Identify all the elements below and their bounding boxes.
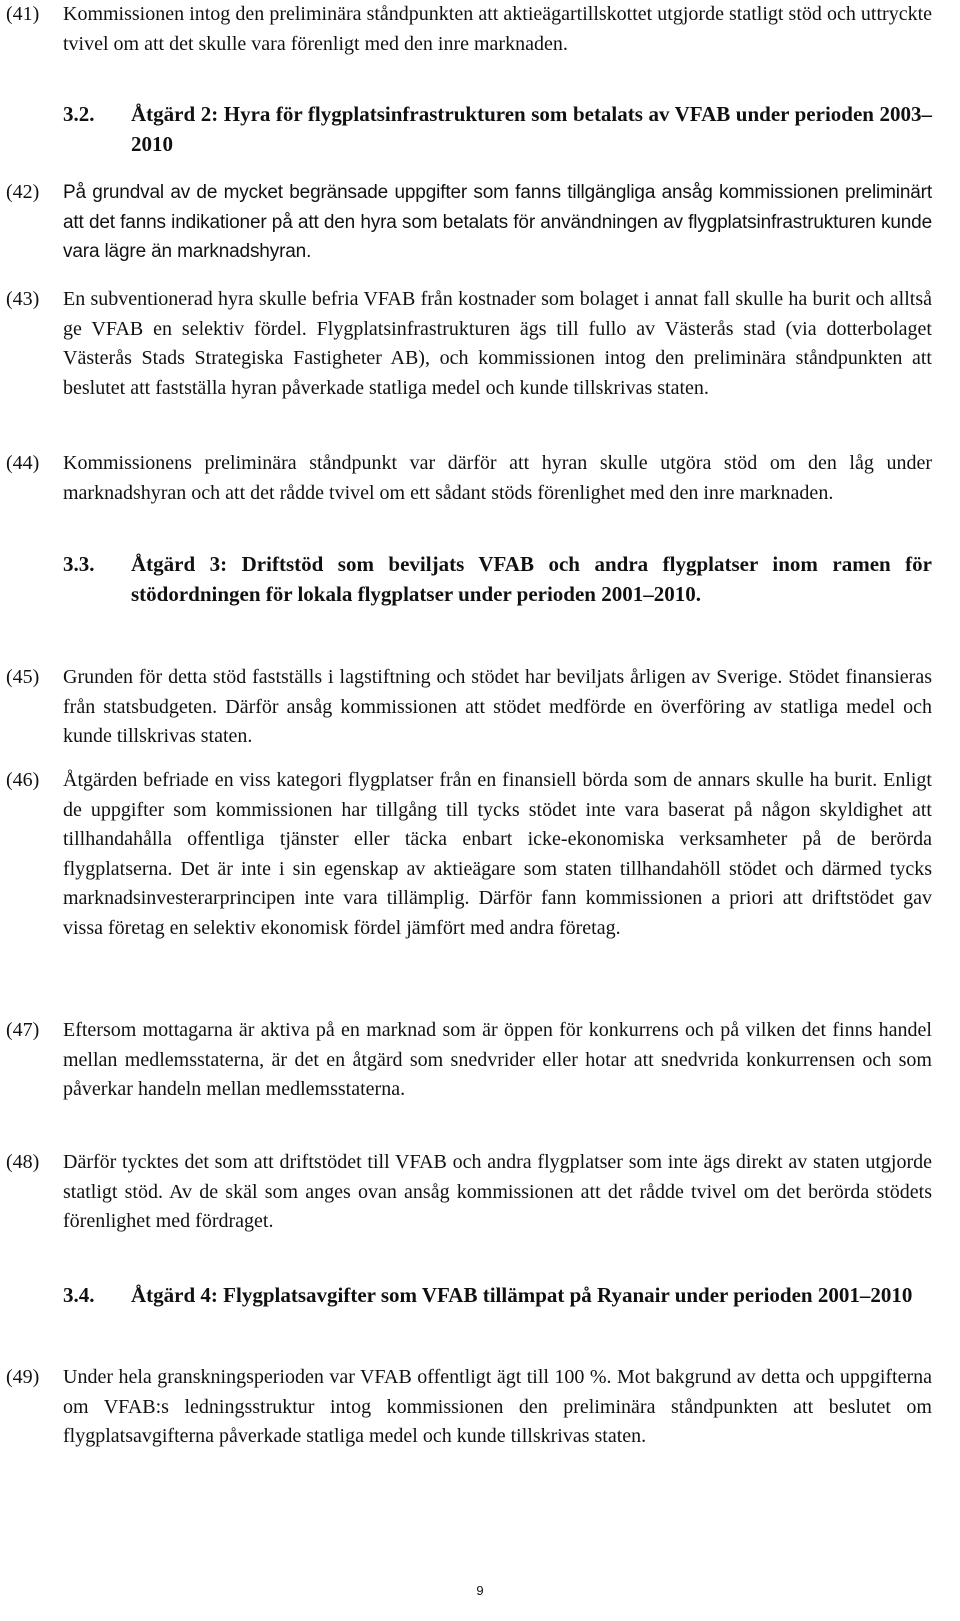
paragraph-43 (6, 285, 932, 403)
paragraph-46 (6, 766, 932, 943)
paragraph-text: Kommissionens preliminära ståndpunkt var därför att hyran skulle utgöra stöd om den låg under marknadshyran och att det rådde tvivel om ett sådant stöds förenlighet med den inre marknaden. (63, 452, 932, 504)
section-number: 3.2. (63, 102, 95, 126)
paragraph-42 (6, 178, 932, 267)
paragraph-44 (6, 449, 932, 508)
paragraph-number: (41) (6, 3, 40, 25)
paragraph-text: Kommissionen intog den preliminära ståndpunkten att aktieägartillskottet utgjorde statligt stöd och uttryckte tvivel om att det skulle vara förenligt med den inre marknaden. (63, 3, 932, 55)
paragraph-number: (42) (6, 181, 40, 203)
paragraph-text: Därför tycktes det som att driftstödet till VFAB och andra flygplatser som inte ägs direkt av staten utgjorde statligt stöd. Av de skäl som anges ovan ansåg kommissionen att det rådde tvivel om det berörda stödets förenlighet med fördraget. (63, 1151, 932, 1232)
paragraph-number: (43) (6, 288, 40, 310)
paragraph-text: På grundval av de mycket begränsade uppgifter som fanns tillgängliga ansåg kommissionen preliminärt att det fanns indikationer på att den hyra som betalats för användningen av flygplatsinfrastrukturen kunde vara lägre än marknadshyran. (63, 182, 932, 262)
section-number: 3.3. (63, 552, 95, 576)
paragraph-number: (47) (6, 1019, 40, 1041)
section-heading-3-2 (63, 99, 932, 159)
section-number: 3.4. (63, 1283, 95, 1307)
paragraph-47 (6, 1016, 932, 1105)
section-title: Åtgärd 2: Hyra för flygplatsinfrastrukturen som betalats av VFAB under perioden 2003–2010 (131, 102, 932, 156)
page-number: 9 (476, 1583, 484, 1598)
paragraph-number: (46) (6, 769, 40, 791)
section-title: Åtgärd 3: Driftstöd som beviljats VFAB och andra flygplatser inom ramen för stödordningen för lokala flygplatser under perioden 2001–2010. (131, 552, 932, 606)
paragraph-text: Grunden för detta stöd fastställs i lagstiftning och stödet har beviljats årligen av Sverige. Stödet finansieras från statsbudgeten. Därför ansåg kommissionen att stödet medförde en överföring av statliga medel och kunde tillskrivas staten. (63, 666, 932, 747)
paragraph-text: En subventionerad hyra skulle befria VFAB från kostnader som bolaget i annat fall skulle ha burit och alltså ge VFAB en selektiv fördel. Flygplatsinfrastrukturen ägs till fullo av Västerås stad (via dotterbolaget Västerås Stads Strategiska Fastigheter AB), och kommissionen intog den preliminära ståndpunkten att beslutet att fastställa hyran påverkade statliga medel och kunde tillskrivas staten. (63, 288, 932, 399)
paragraph-41 (6, 0, 932, 59)
paragraph-text: Under hela granskningsperioden var VFAB offentligt ägt till 100 %. Mot bakgrund av detta och uppgifterna om VFAB:s ledningsstruktur intog kommissionen den preliminära ståndpunkten att beslutet om flygplatsavgifterna påverkade statliga medel och kunde tillskrivas staten. (63, 1366, 932, 1447)
paragraph-number: (45) (6, 666, 40, 688)
paragraph-number: (44) (6, 452, 40, 474)
section-heading-3-4 (63, 1280, 932, 1310)
paragraph-49 (6, 1363, 932, 1452)
paragraph-text: Åtgärden befriade en viss kategori flygplatser från en finansiell börda som de annars skulle ha burit. Enligt de uppgifter som kommissionen har tillgång till tycks stödet inte vara baserat på någon skyldighet att tillhandahålla offentliga tjänster eller täcka enbart icke-ekonomiska verksamheter på de berörda flygplatserna. Det är inte i sin egenskap av aktieägare som staten tillhandahöll stödet och därmed tycks marknadsinvesterarprincipen inte vara tillämplig. Därför fann kommissionen a priori att driftstödet gav vissa företag en selektiv ekonomisk fördel jämfört med andra företag. (63, 769, 932, 939)
paragraph-number: (49) (6, 1366, 40, 1388)
section-heading-3-3 (63, 549, 932, 609)
paragraph-48 (6, 1148, 932, 1237)
paragraph-45 (6, 663, 932, 752)
section-title: Åtgärd 4: Flygplatsavgifter som VFAB tillämpat på Ryanair under perioden 2001–2010 (131, 1283, 913, 1307)
paragraph-number: (48) (6, 1151, 40, 1173)
paragraph-text: Eftersom mottagarna är aktiva på en marknad som är öppen för konkurrens och på vilken det finns handel mellan medlemsstaterna, är det en åtgärd som snedvrider eller hotar att snedvrida konkurrensen och som påverkar handeln mellan medlemsstaterna. (63, 1019, 932, 1100)
